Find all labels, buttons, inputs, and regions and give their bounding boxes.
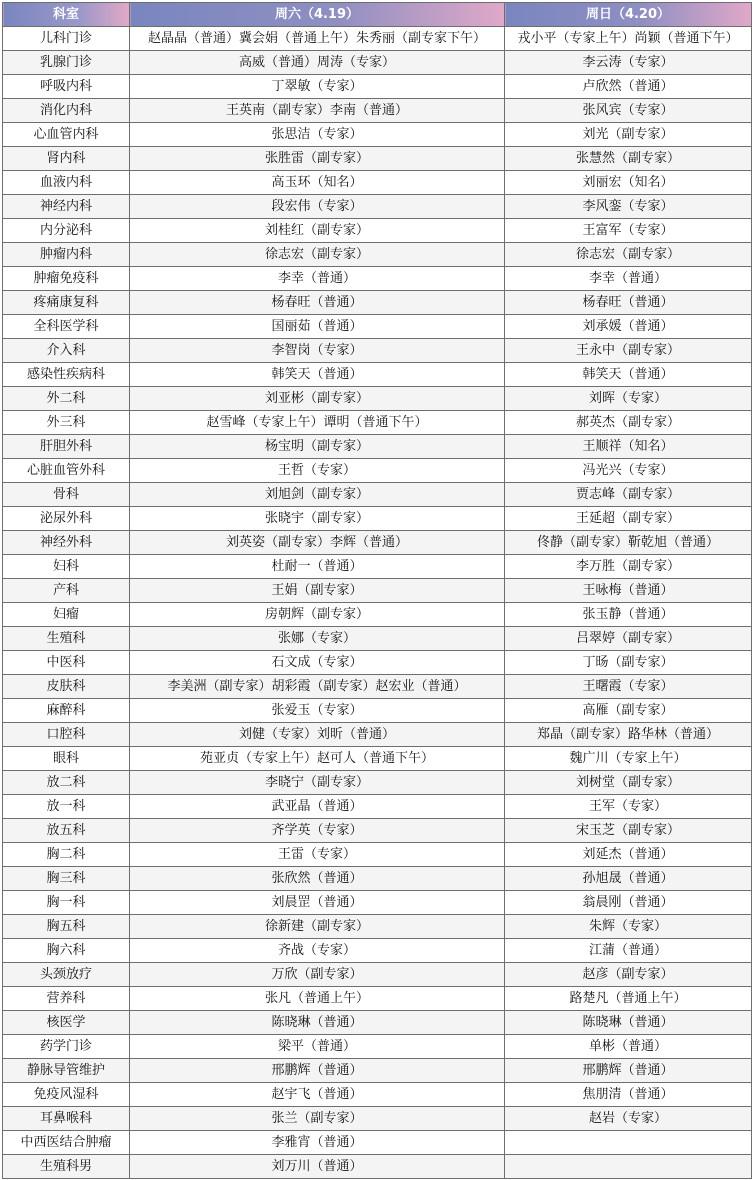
sunday-cell: 韩笑天（普通） bbox=[505, 363, 752, 387]
table-row bbox=[3, 723, 752, 747]
saturday-cell: 齐战（专家） bbox=[130, 939, 505, 963]
sunday-cell: 王永中（副专家） bbox=[505, 339, 752, 363]
sunday-cell: 郝英杰（副专家） bbox=[505, 411, 752, 435]
sunday-cell: 宋玉芝（副专家） bbox=[505, 819, 752, 843]
sunday-cell: 刘光（副专家） bbox=[505, 123, 752, 147]
sunday-cell: 张慧然（副专家） bbox=[505, 147, 752, 171]
sunday-cell: 刘丽宏（知名） bbox=[505, 171, 752, 195]
saturday-cell: 赵晶晶（普通）冀会娟（普通上午）朱秀丽（副专家下午） bbox=[130, 27, 505, 51]
table-row bbox=[3, 1107, 752, 1131]
dept-cell: 胸三科 bbox=[3, 867, 130, 891]
dept-cell: 眼科 bbox=[3, 747, 130, 771]
sunday-cell: 陈晓琳（普通） bbox=[505, 1011, 752, 1035]
table-row bbox=[3, 651, 752, 675]
sunday-cell: 江蒲（普通） bbox=[505, 939, 752, 963]
table-row bbox=[3, 627, 752, 651]
dept-cell: 乳腺门诊 bbox=[3, 51, 130, 75]
saturday-cell: 齐学英（专家） bbox=[130, 819, 505, 843]
saturday-cell: 刘英姿（副专家）李辉（普通） bbox=[130, 531, 505, 555]
sunday-cell: 王军（专家） bbox=[505, 795, 752, 819]
dept-cell: 心血管内科 bbox=[3, 123, 130, 147]
sunday-cell: 单彬（普通） bbox=[505, 1035, 752, 1059]
saturday-cell: 刘健（专家）刘昕（普通） bbox=[130, 723, 505, 747]
dept-cell: 生殖科 bbox=[3, 627, 130, 651]
saturday-cell: 段宏伟（专家） bbox=[130, 195, 505, 219]
sunday-cell: 王富军（专家） bbox=[505, 219, 752, 243]
table-row bbox=[3, 915, 752, 939]
dept-cell: 胸五科 bbox=[3, 915, 130, 939]
table-row bbox=[3, 531, 752, 555]
saturday-cell: 苑亚贞（专家上午）赵可人（普通下午） bbox=[130, 747, 505, 771]
table-row bbox=[3, 507, 752, 531]
dept-cell: 肝胆外科 bbox=[3, 435, 130, 459]
saturday-cell: 万欣（副专家） bbox=[130, 963, 505, 987]
sunday-cell: 吕翠婷（副专家） bbox=[505, 627, 752, 651]
header-dept: 科室 bbox=[3, 3, 130, 27]
saturday-cell: 丁翠敏（专家） bbox=[130, 75, 505, 99]
table-row bbox=[3, 219, 752, 243]
table-row bbox=[3, 1011, 752, 1035]
table-row bbox=[3, 459, 752, 483]
dept-cell: 中医科 bbox=[3, 651, 130, 675]
sunday-cell: 王延超（副专家） bbox=[505, 507, 752, 531]
saturday-cell: 李美洲（副专家）胡彩霞（副专家）赵宏业（普通） bbox=[130, 675, 505, 699]
header-row bbox=[3, 3, 752, 27]
sunday-cell: 朱辉（专家） bbox=[505, 915, 752, 939]
dept-cell: 放一科 bbox=[3, 795, 130, 819]
table-row bbox=[3, 843, 752, 867]
table-row bbox=[3, 291, 752, 315]
dept-cell: 全科医学科 bbox=[3, 315, 130, 339]
sunday-cell: 焦朋清（普通） bbox=[505, 1083, 752, 1107]
sunday-cell: 李万胜（副专家） bbox=[505, 555, 752, 579]
saturday-cell: 刘桂红（副专家） bbox=[130, 219, 505, 243]
sunday-cell: 王顺祥（知名） bbox=[505, 435, 752, 459]
dept-cell: 心脏血管外科 bbox=[3, 459, 130, 483]
sunday-cell: 魏广川（专家上午） bbox=[505, 747, 752, 771]
table-row bbox=[3, 675, 752, 699]
dept-cell: 中西医结合肿瘤 bbox=[3, 1131, 130, 1155]
table-row bbox=[3, 435, 752, 459]
table-row bbox=[3, 555, 752, 579]
dept-cell: 药学门诊 bbox=[3, 1035, 130, 1059]
saturday-cell: 刘万川（普通） bbox=[130, 1155, 505, 1179]
table-row bbox=[3, 795, 752, 819]
dept-cell: 内分泌科 bbox=[3, 219, 130, 243]
table-row bbox=[3, 603, 752, 627]
schedule-table bbox=[2, 2, 752, 1179]
dept-cell: 感染性疾病科 bbox=[3, 363, 130, 387]
table-row bbox=[3, 819, 752, 843]
sunday-cell: 刘承媛（普通） bbox=[505, 315, 752, 339]
dept-cell: 口腔科 bbox=[3, 723, 130, 747]
saturday-cell: 李幸（普通） bbox=[130, 267, 505, 291]
dept-cell: 肿瘤免疫科 bbox=[3, 267, 130, 291]
dept-cell: 介入科 bbox=[3, 339, 130, 363]
sunday-cell: 王曙霞（专家） bbox=[505, 675, 752, 699]
table-row bbox=[3, 939, 752, 963]
dept-cell: 血液内科 bbox=[3, 171, 130, 195]
table-row bbox=[3, 147, 752, 171]
sunday-cell: 杨春旺（普通） bbox=[505, 291, 752, 315]
saturday-cell: 杜耐一（普通） bbox=[130, 555, 505, 579]
table-row bbox=[3, 195, 752, 219]
table-row bbox=[3, 339, 752, 363]
header-saturday: 周六（4.19） bbox=[130, 3, 505, 27]
dept-cell: 消化内科 bbox=[3, 99, 130, 123]
sunday-cell: 戎小平（专家上午）尚颖（普通下午） bbox=[505, 27, 752, 51]
table-row bbox=[3, 867, 752, 891]
dept-cell: 肾内科 bbox=[3, 147, 130, 171]
dept-cell: 儿科门诊 bbox=[3, 27, 130, 51]
sunday-cell: 王咏梅（普通） bbox=[505, 579, 752, 603]
sunday-cell: 徐志宏（副专家） bbox=[505, 243, 752, 267]
table-row bbox=[3, 27, 752, 51]
dept-cell: 骨科 bbox=[3, 483, 130, 507]
table-row bbox=[3, 363, 752, 387]
dept-cell: 耳鼻喉科 bbox=[3, 1107, 130, 1131]
saturday-cell: 杨春旺（普通） bbox=[130, 291, 505, 315]
sunday-cell: 赵彦（副专家） bbox=[505, 963, 752, 987]
dept-cell: 营养科 bbox=[3, 987, 130, 1011]
sunday-cell: 冯光兴（专家） bbox=[505, 459, 752, 483]
table-row bbox=[3, 747, 752, 771]
dept-cell: 静脉导管维护 bbox=[3, 1059, 130, 1083]
dept-cell: 胸一科 bbox=[3, 891, 130, 915]
sunday-cell: 刘树堂（副专家） bbox=[505, 771, 752, 795]
dept-cell: 肿瘤内科 bbox=[3, 243, 130, 267]
header-sunday: 周日（4.20） bbox=[505, 3, 752, 27]
table-row bbox=[3, 411, 752, 435]
saturday-cell: 王英南（副专家）李南（普通） bbox=[130, 99, 505, 123]
dept-cell: 妇科 bbox=[3, 555, 130, 579]
table-row bbox=[3, 963, 752, 987]
table-row bbox=[3, 1131, 752, 1155]
saturday-cell: 刘旭剑（副专家） bbox=[130, 483, 505, 507]
sunday-cell: 李云涛（专家） bbox=[505, 51, 752, 75]
dept-cell: 核医学 bbox=[3, 1011, 130, 1035]
sunday-cell: 赵岩（专家） bbox=[505, 1107, 752, 1131]
dept-cell: 疼痛康复科 bbox=[3, 291, 130, 315]
table-row bbox=[3, 483, 752, 507]
saturday-cell: 国丽茹（普通） bbox=[130, 315, 505, 339]
dept-cell: 神经内科 bbox=[3, 195, 130, 219]
table-row bbox=[3, 771, 752, 795]
sunday-cell: 贾志峰（副专家） bbox=[505, 483, 752, 507]
saturday-cell: 张欣然（普通） bbox=[130, 867, 505, 891]
saturday-cell: 武亚晶（普通） bbox=[130, 795, 505, 819]
sunday-cell: 郑晶（副专家）路华林（普通） bbox=[505, 723, 752, 747]
saturday-cell: 王哲（专家） bbox=[130, 459, 505, 483]
dept-cell: 神经外科 bbox=[3, 531, 130, 555]
table-row bbox=[3, 51, 752, 75]
table-row bbox=[3, 99, 752, 123]
sunday-cell: 卢欣然（普通） bbox=[505, 75, 752, 99]
saturday-cell: 刘亚彬（副专家） bbox=[130, 387, 505, 411]
dept-cell: 免疫风湿科 bbox=[3, 1083, 130, 1107]
dept-cell: 头颈放疗 bbox=[3, 963, 130, 987]
table-row bbox=[3, 123, 752, 147]
dept-cell: 外二科 bbox=[3, 387, 130, 411]
sunday-cell bbox=[505, 1131, 752, 1155]
table-row bbox=[3, 171, 752, 195]
saturday-cell: 张胜雷（副专家） bbox=[130, 147, 505, 171]
sunday-cell: 孙旭晟（普通） bbox=[505, 867, 752, 891]
table-row bbox=[3, 387, 752, 411]
saturday-cell: 李晓宁（副专家） bbox=[130, 771, 505, 795]
saturday-cell: 刘晨罡（普通） bbox=[130, 891, 505, 915]
saturday-cell: 李雅宵（普通） bbox=[130, 1131, 505, 1155]
saturday-cell: 张晓宇（副专家） bbox=[130, 507, 505, 531]
sunday-cell: 高雁（副专家） bbox=[505, 699, 752, 723]
saturday-cell: 张娜（专家） bbox=[130, 627, 505, 651]
saturday-cell: 梁平（普通） bbox=[130, 1035, 505, 1059]
table-row bbox=[3, 267, 752, 291]
table-row bbox=[3, 699, 752, 723]
saturday-cell: 陈晓琳（普通） bbox=[130, 1011, 505, 1035]
saturday-cell: 房朝辉（副专家） bbox=[130, 603, 505, 627]
saturday-cell: 张兰（副专家） bbox=[130, 1107, 505, 1131]
saturday-cell: 邢鹏辉（普通） bbox=[130, 1059, 505, 1083]
saturday-cell: 张爱玉（专家） bbox=[130, 699, 505, 723]
table-row bbox=[3, 891, 752, 915]
sunday-cell: 李风銮（专家） bbox=[505, 195, 752, 219]
saturday-cell: 韩笑天（普通） bbox=[130, 363, 505, 387]
table-row bbox=[3, 243, 752, 267]
table-row bbox=[3, 1059, 752, 1083]
dept-cell: 生殖科男 bbox=[3, 1155, 130, 1179]
saturday-cell: 徐志宏（副专家） bbox=[130, 243, 505, 267]
saturday-cell: 张凡（普通上午） bbox=[130, 987, 505, 1011]
sunday-cell: 路楚凡（普通上午） bbox=[505, 987, 752, 1011]
sunday-cell: 丁旸（副专家） bbox=[505, 651, 752, 675]
saturday-cell: 赵雪峰（专家上午）谭明（普通下午） bbox=[130, 411, 505, 435]
saturday-cell: 张思洁（专家） bbox=[130, 123, 505, 147]
saturday-cell: 高玉环（知名） bbox=[130, 171, 505, 195]
sunday-cell: 张风宾（专家） bbox=[505, 99, 752, 123]
table-row bbox=[3, 579, 752, 603]
saturday-cell: 王雷（专家） bbox=[130, 843, 505, 867]
saturday-cell: 徐新建（副专家） bbox=[130, 915, 505, 939]
saturday-cell: 赵宇飞（普通） bbox=[130, 1083, 505, 1107]
dept-cell: 呼吸内科 bbox=[3, 75, 130, 99]
sunday-cell: 邢鹏辉（普通） bbox=[505, 1059, 752, 1083]
dept-cell: 胸二科 bbox=[3, 843, 130, 867]
sunday-cell bbox=[505, 1155, 752, 1179]
saturday-cell: 李智岗（专家） bbox=[130, 339, 505, 363]
dept-cell: 皮肤科 bbox=[3, 675, 130, 699]
dept-cell: 妇瘤 bbox=[3, 603, 130, 627]
sunday-cell: 张玉静（普通） bbox=[505, 603, 752, 627]
saturday-cell: 杨宝明（副专家） bbox=[130, 435, 505, 459]
dept-cell: 放二科 bbox=[3, 771, 130, 795]
sunday-cell: 翁晨刚（普通） bbox=[505, 891, 752, 915]
table-row bbox=[3, 1035, 752, 1059]
dept-cell: 产科 bbox=[3, 579, 130, 603]
table-row bbox=[3, 987, 752, 1011]
saturday-cell: 石文成（专家） bbox=[130, 651, 505, 675]
dept-cell: 放五科 bbox=[3, 819, 130, 843]
table-row bbox=[3, 315, 752, 339]
saturday-cell: 王娟（副专家） bbox=[130, 579, 505, 603]
dept-cell: 外三科 bbox=[3, 411, 130, 435]
sunday-cell: 佟静（副专家）靳乾旭（普通） bbox=[505, 531, 752, 555]
saturday-cell: 高威（普通）周涛（专家） bbox=[130, 51, 505, 75]
table-row bbox=[3, 1083, 752, 1107]
sunday-cell: 刘晖（专家） bbox=[505, 387, 752, 411]
sunday-cell: 李幸（普通） bbox=[505, 267, 752, 291]
dept-cell: 麻醉科 bbox=[3, 699, 130, 723]
sunday-cell: 刘延杰（普通） bbox=[505, 843, 752, 867]
dept-cell: 泌尿外科 bbox=[3, 507, 130, 531]
table-row bbox=[3, 75, 752, 99]
dept-cell: 胸六科 bbox=[3, 939, 130, 963]
table-row bbox=[3, 1155, 752, 1179]
